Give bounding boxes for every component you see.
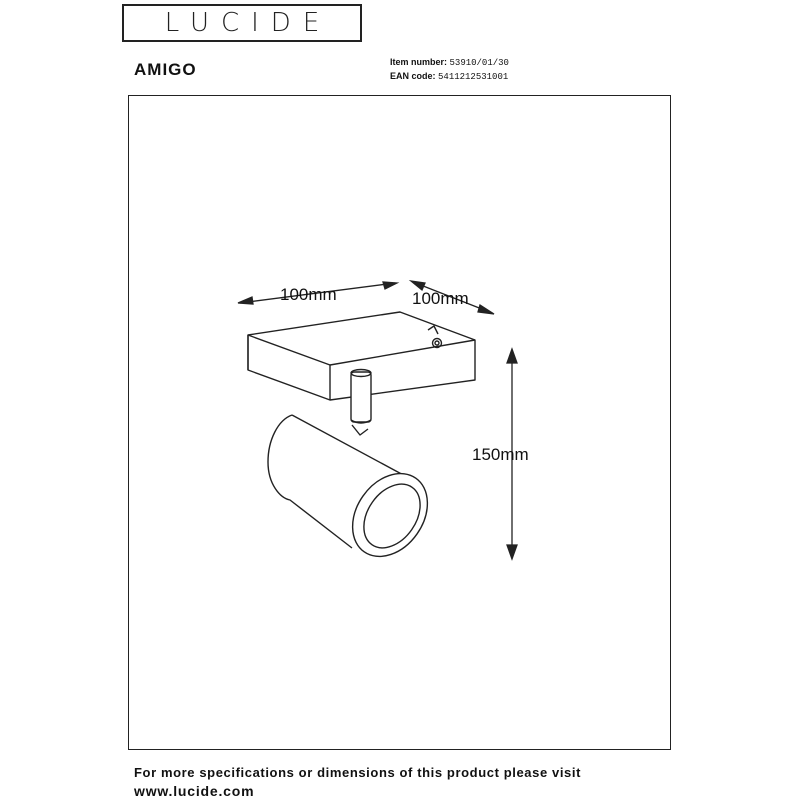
- dimension-depth-label: 100mm: [412, 289, 469, 308]
- product-title: AMIGO: [134, 60, 197, 79]
- dimension-height-label: 150mm: [472, 445, 529, 464]
- dimension-width-label: 100mm: [280, 285, 337, 304]
- spot-stem: [351, 370, 371, 436]
- ean-code-value: 5411212531001: [438, 72, 509, 82]
- footer-note: For more specifications or dimensions of this product please visit: [134, 765, 582, 780]
- item-number-label: Item number:: [390, 57, 448, 67]
- item-number-value: 53910/01/30: [449, 58, 509, 68]
- ean-code-label: EAN code:: [390, 71, 436, 81]
- footer-url[interactable]: www.lucide.com: [134, 783, 255, 799]
- brand-logo-text: LUCIDE: [164, 8, 332, 38]
- spot-head: [268, 415, 443, 571]
